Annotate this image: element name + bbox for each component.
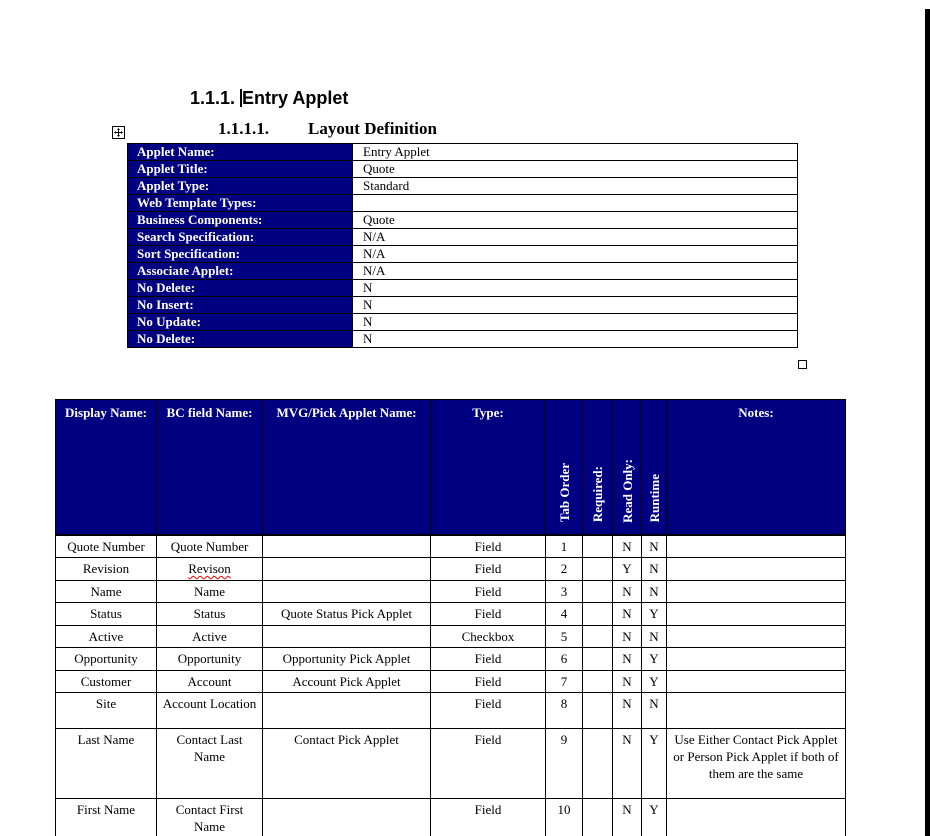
applet-attribute-value: Quote — [353, 212, 798, 229]
field-cell-required — [583, 648, 613, 671]
field-cell-required — [583, 729, 613, 799]
field-cell-readonly: N — [613, 603, 642, 626]
applet-attribute-label: Applet Type: — [128, 178, 353, 195]
field-cell-display: Active — [56, 626, 157, 648]
field-cell-bc: Contact Last Name — [157, 729, 263, 799]
field-cell-required — [583, 799, 613, 836]
field-cell-bc: Contact First Name — [157, 799, 263, 836]
col-header-display-name: Display Name: — [56, 400, 157, 535]
field-cell-notes — [667, 648, 846, 671]
field-table-row — [56, 671, 846, 693]
page-title — [190, 88, 348, 109]
field-cell-required — [583, 626, 613, 648]
applet-table-row — [128, 331, 798, 348]
applet-attribute-value: Entry Applet — [353, 144, 798, 161]
field-cell-type: Field — [431, 729, 546, 799]
field-cell-runtime: Y — [642, 648, 667, 671]
applet-table-row — [128, 161, 798, 178]
field-cell-mvg — [263, 626, 431, 648]
field-cell-readonly: N — [613, 671, 642, 693]
applet-table-body — [128, 144, 798, 348]
field-cell-required — [583, 581, 613, 603]
applet-attribute-label: No Insert: — [128, 297, 353, 314]
field-cell-mvg — [263, 535, 431, 558]
field-cell-display: Last Name — [56, 729, 157, 799]
field-cell-type: Field — [431, 648, 546, 671]
applet-attribute-label: Business Components: — [128, 212, 353, 229]
field-cell-runtime: N — [642, 626, 667, 648]
table-resize-handle[interactable] — [798, 360, 807, 369]
field-layout-table — [55, 399, 846, 836]
field-cell-display: Revision — [56, 558, 157, 581]
heading-number: 1.1.1. — [190, 88, 236, 108]
field-cell-bc: Account Location — [157, 693, 263, 729]
applet-table-row — [128, 314, 798, 331]
field-cell-readonly: N — [613, 535, 642, 558]
field-cell-display: Opportunity — [56, 648, 157, 671]
field-cell-tab: 8 — [546, 693, 583, 729]
field-cell-tab: 1 — [546, 535, 583, 558]
field-cell-type: Checkbox — [431, 626, 546, 648]
heading-title-text: Entry Applet — [242, 88, 349, 108]
field-cell-mvg: Account Pick Applet — [263, 671, 431, 693]
applet-attribute-value: N/A — [353, 263, 798, 280]
field-cell-type: Field — [431, 581, 546, 603]
col-header-notes: Notes: — [667, 400, 846, 535]
applet-attribute-label: Sort Specification: — [128, 246, 353, 263]
misspelled-word: Revison — [188, 561, 231, 576]
field-cell-readonly: Y — [613, 558, 642, 581]
col-header-type: Type: — [431, 400, 546, 535]
col-header-required: Required: — [583, 400, 613, 535]
field-cell-notes — [667, 558, 846, 581]
field-cell-readonly: N — [613, 626, 642, 648]
applet-attribute-value: N — [353, 280, 798, 297]
section-subtitle — [218, 119, 437, 139]
field-table-row — [56, 581, 846, 603]
field-cell-runtime: N — [642, 693, 667, 729]
field-table-row — [56, 603, 846, 626]
applet-attribute-label: Applet Name: — [128, 144, 353, 161]
subheading-number: 1.1.1.1. — [218, 119, 269, 138]
applet-table-row — [128, 212, 798, 229]
field-cell-tab: 10 — [546, 799, 583, 836]
field-cell-type: Field — [431, 671, 546, 693]
field-cell-tab: 5 — [546, 626, 583, 648]
field-cell-tab: 2 — [546, 558, 583, 581]
field-table-row — [56, 558, 846, 581]
field-cell-bc: Status — [157, 603, 263, 626]
field-cell-notes — [667, 581, 846, 603]
field-cell-type: Field — [431, 799, 546, 836]
field-cell-notes — [667, 671, 846, 693]
applet-attribute-value: Quote — [353, 161, 798, 178]
field-cell-required — [583, 535, 613, 558]
field-cell-required — [583, 671, 613, 693]
field-cell-mvg — [263, 558, 431, 581]
field-cell-readonly: N — [613, 729, 642, 799]
applet-table-row — [128, 263, 798, 280]
field-cell-readonly: N — [613, 581, 642, 603]
field-cell-notes: Use Either Contact Pick Applet or Person Pick Applet if both of them are the same — [667, 729, 846, 799]
field-cell-notes — [667, 626, 846, 648]
field-table-body — [56, 535, 846, 836]
col-header-bc-field-name: BC field Name: — [157, 400, 263, 535]
field-cell-display: First Name — [56, 799, 157, 836]
applet-attribute-value: Standard — [353, 178, 798, 195]
table-move-handle-icon[interactable] — [112, 126, 125, 139]
field-cell-required — [583, 693, 613, 729]
field-cell-runtime: N — [642, 581, 667, 603]
col-header-runtime: Runtime — [642, 400, 667, 535]
applet-attribute-value: N/A — [353, 229, 798, 246]
field-cell-mvg: Contact Pick Applet — [263, 729, 431, 799]
field-cell-mvg — [263, 693, 431, 729]
field-table-row — [56, 799, 846, 836]
field-cell-type: Field — [431, 535, 546, 558]
applet-attribute-value: N — [353, 314, 798, 331]
field-cell-display: Name — [56, 581, 157, 603]
field-table-header-row — [56, 400, 846, 535]
field-cell-bc: Account — [157, 671, 263, 693]
field-cell-tab: 7 — [546, 671, 583, 693]
applet-table-row — [128, 229, 798, 246]
applet-attribute-label: Search Specification: — [128, 229, 353, 246]
field-cell-required — [583, 603, 613, 626]
field-cell-bc — [157, 558, 263, 581]
field-cell-tab: 6 — [546, 648, 583, 671]
field-cell-tab: 9 — [546, 729, 583, 799]
field-cell-tab: 3 — [546, 581, 583, 603]
field-cell-display: Quote Number — [56, 535, 157, 558]
field-cell-mvg: Opportunity Pick Applet — [263, 648, 431, 671]
field-cell-notes — [667, 799, 846, 836]
applet-attribute-label: Web Template Types: — [128, 195, 353, 212]
field-cell-runtime: Y — [642, 671, 667, 693]
applet-table-row — [128, 178, 798, 195]
applet-table-row — [128, 280, 798, 297]
applet-attribute-label: No Delete: — [128, 331, 353, 348]
applet-attribute-value: N — [353, 331, 798, 348]
field-cell-runtime: N — [642, 535, 667, 558]
field-cell-notes — [667, 535, 846, 558]
four-way-arrow-icon — [114, 128, 123, 137]
applet-attribute-label: Associate Applet: — [128, 263, 353, 280]
col-header-tab-order: Tab Order — [546, 400, 583, 535]
field-cell-type: Field — [431, 693, 546, 729]
field-cell-display: Site — [56, 693, 157, 729]
field-table-row — [56, 693, 846, 729]
field-cell-type: Field — [431, 603, 546, 626]
applet-summary-table — [127, 143, 798, 348]
field-cell-display: Customer — [56, 671, 157, 693]
page-edge-bar — [925, 9, 930, 836]
field-cell-notes — [667, 693, 846, 729]
field-cell-display: Status — [56, 603, 157, 626]
applet-attribute-value: N — [353, 297, 798, 314]
field-cell-readonly: N — [613, 648, 642, 671]
field-table-row — [56, 648, 846, 671]
field-cell-bc: Quote Number — [157, 535, 263, 558]
field-cell-readonly: N — [613, 693, 642, 729]
subheading-title-text: Layout Definition — [308, 119, 437, 138]
field-table-row — [56, 729, 846, 799]
col-header-read-only: Read Only: — [613, 400, 642, 535]
col-header-mvg-pick-applet: MVG/Pick Applet Name: — [263, 400, 431, 535]
applet-attribute-label: No Delete: — [128, 280, 353, 297]
applet-attribute-label: No Update: — [128, 314, 353, 331]
field-cell-runtime: Y — [642, 799, 667, 836]
applet-table-row — [128, 297, 798, 314]
applet-table-row — [128, 195, 798, 212]
applet-table-row — [128, 246, 798, 263]
field-cell-runtime: Y — [642, 729, 667, 799]
applet-attribute-value: N/A — [353, 246, 798, 263]
field-cell-mvg — [263, 581, 431, 603]
field-cell-required — [583, 558, 613, 581]
field-cell-bc: Name — [157, 581, 263, 603]
field-cell-type: Field — [431, 558, 546, 581]
field-table-row — [56, 535, 846, 558]
applet-attribute-value — [353, 195, 798, 212]
field-cell-readonly: N — [613, 799, 642, 836]
field-cell-notes — [667, 603, 846, 626]
field-cell-mvg — [263, 799, 431, 836]
applet-attribute-label: Applet Title: — [128, 161, 353, 178]
field-cell-tab: 4 — [546, 603, 583, 626]
field-cell-runtime: Y — [642, 603, 667, 626]
field-cell-bc: Opportunity — [157, 648, 263, 671]
field-table-row — [56, 626, 846, 648]
field-cell-bc: Active — [157, 626, 263, 648]
field-cell-runtime: N — [642, 558, 667, 581]
applet-table-row — [128, 144, 798, 161]
field-cell-mvg: Quote Status Pick Applet — [263, 603, 431, 626]
